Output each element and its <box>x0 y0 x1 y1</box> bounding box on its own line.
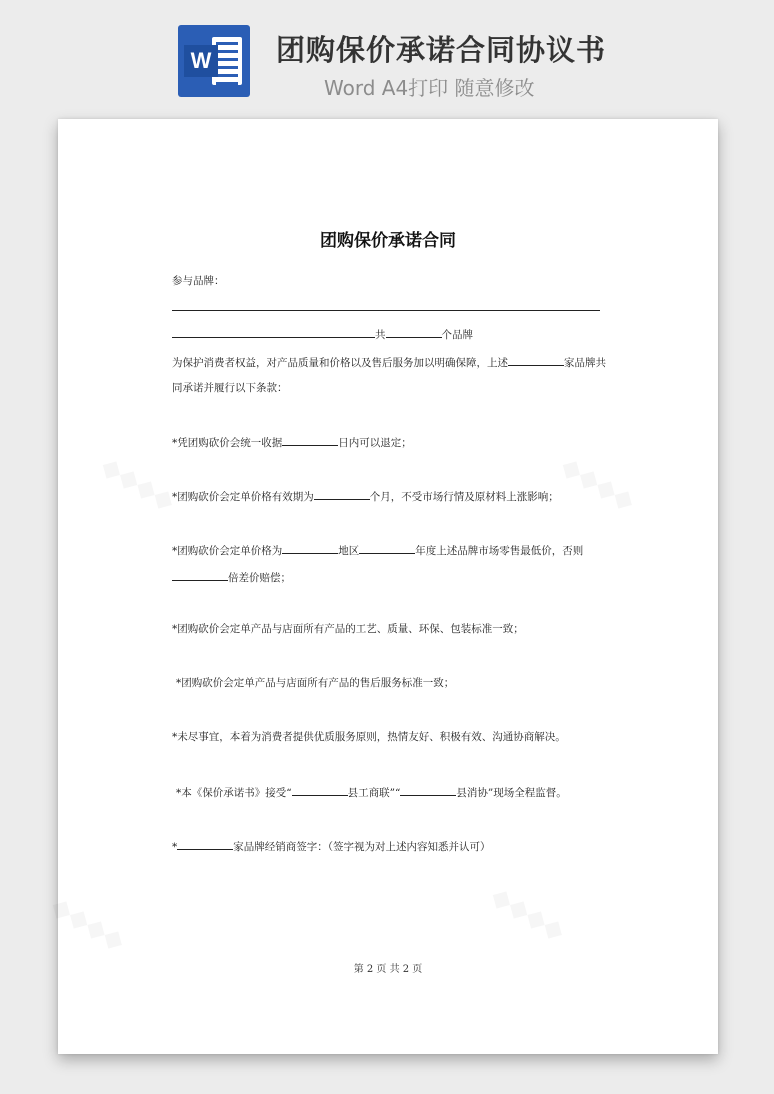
clause-8-b: 家品牌经销商签字：（签字视为对上述内容知悉并认可） <box>233 841 491 853</box>
clause-8 <box>172 838 491 854</box>
clause-7-a: *本《保价承诺书》接受“ <box>176 787 292 799</box>
document-page <box>58 119 718 1054</box>
clause-5: *团购砍价会定单产品与店面所有产品的售后服务标准一致； <box>176 677 455 689</box>
clause-7-blank-county[interactable] <box>292 784 348 796</box>
brands-label: 参与品牌： <box>172 275 225 287</box>
watermark-icon <box>96 451 180 517</box>
clause-3-a: *团购砍价会定单价格为 <box>172 545 283 557</box>
clause-8-a: * <box>172 841 178 853</box>
clause-3-d: 倍差价赔偿； <box>228 572 291 584</box>
watermark-icon <box>556 451 640 517</box>
clause-1-a: *凭团购砍价会统一收据 <box>172 437 283 449</box>
clause-7-blank-consumer[interactable] <box>400 784 456 796</box>
clause-1-b: 日内可以退定； <box>338 437 412 449</box>
clause-3-b: 地区 <box>338 545 360 557</box>
intro-blank[interactable] <box>508 354 564 366</box>
clause-7 <box>176 784 567 800</box>
clause-3 <box>172 542 583 558</box>
word-letter: W <box>184 45 218 77</box>
clause-6: *未尽事宜，本着为消费者提供优质服务原则，热情友好、积极有效、沟通协商解决。 <box>172 731 566 743</box>
clause-3-line-2 <box>172 569 291 585</box>
brands-blank-line[interactable] <box>172 310 600 311</box>
clause-3-blank-price[interactable] <box>282 542 338 554</box>
clause-3-c: 年度上述品牌市场零售最低价，否则 <box>415 545 584 557</box>
banner-subtitle: Word A4打印 随意修改 <box>324 76 535 100</box>
watermark-icon <box>46 891 130 957</box>
clause-3-blank-multiple[interactable] <box>172 569 228 581</box>
clause-8-blank[interactable] <box>177 838 233 850</box>
clause-2-blank[interactable] <box>314 488 370 500</box>
intro-line-2: 同承诺并履行以下条款： <box>172 382 288 394</box>
page-footer: 第 2 页 共 2 页 <box>353 964 423 975</box>
brands-count-line <box>172 326 473 342</box>
clause-2-a: *团购砍价会定单价格有效期为 <box>172 491 314 503</box>
intro-text-b: 家品牌共 <box>564 357 606 369</box>
banner-header <box>0 0 774 110</box>
intro-line <box>172 354 606 370</box>
document-title: 团购保价承诺合同 <box>320 231 456 251</box>
clause-7-b: 县工商联”“ <box>347 787 401 799</box>
brands-count-blank[interactable] <box>386 326 442 338</box>
clause-1-blank[interactable] <box>282 434 338 446</box>
brands-blank[interactable] <box>172 326 375 338</box>
clause-3-blank-region[interactable] <box>359 542 415 554</box>
clause-2-b: 个月，不受市场行情及原材料上涨影响； <box>369 491 559 503</box>
word-logo-icon <box>178 25 250 97</box>
clause-2 <box>172 488 559 504</box>
watermark-icon <box>486 881 570 947</box>
clause-1 <box>172 434 412 450</box>
clause-4: *团购砍价会定单产品与店面所有产品的工艺、质量、环保、包装标准一致； <box>172 623 524 635</box>
intro-text-a: 为保护消费者权益，对产品质量和价格以及售后服务加以明确保障，上述 <box>172 357 508 369</box>
banner-title: 团购保价承诺合同协议书 <box>276 33 607 67</box>
clause-7-c: 县消协”现场全程监督。 <box>456 787 567 799</box>
brands-count-mid: 共 <box>375 329 386 341</box>
brands-count-end: 个品牌 <box>441 329 473 341</box>
